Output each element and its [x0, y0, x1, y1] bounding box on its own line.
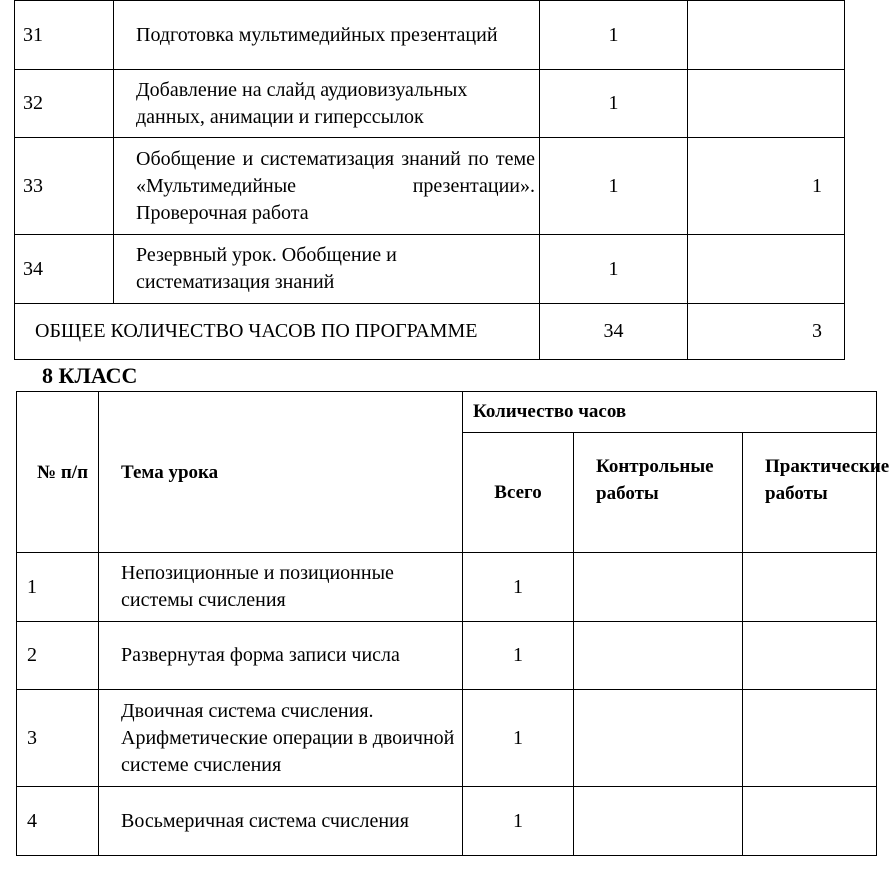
lesson-topic: Восьмеричная система счисления — [99, 787, 463, 856]
lesson-control-works — [688, 235, 845, 304]
table-row — [17, 553, 877, 622]
lesson-practical-works — [743, 787, 877, 856]
table-row — [15, 70, 845, 138]
lesson-practical-works — [743, 553, 877, 622]
lesson-total-hours: 1 — [540, 1, 688, 70]
lesson-control-works — [688, 70, 845, 138]
lesson-number: 31 — [15, 1, 114, 70]
lesson-control-works — [574, 553, 743, 622]
table-row — [15, 138, 845, 235]
column-header-number: № п/п — [17, 392, 99, 553]
lesson-topic: Добавление на слайд аудиовизуальных данных, анимации и гиперссылок — [114, 70, 540, 138]
table-row — [15, 1, 845, 70]
lesson-control-works — [574, 787, 743, 856]
lesson-total-hours: 1 — [540, 138, 688, 235]
column-header-topic: Тема урока — [99, 392, 463, 553]
lesson-number: 33 — [15, 138, 114, 235]
lesson-number: 3 — [17, 690, 99, 787]
header-row — [17, 392, 877, 433]
lesson-number: 1 — [17, 553, 99, 622]
column-header-practical-works: Практические работы — [743, 433, 877, 553]
table-row — [15, 235, 845, 304]
lesson-total-hours: 1 — [463, 553, 574, 622]
lesson-topic: Развернутая форма записи числа — [99, 622, 463, 690]
lesson-total-hours: 1 — [540, 235, 688, 304]
column-header-hours-group: Количество часов — [463, 392, 877, 433]
table-row — [17, 622, 877, 690]
lesson-number: 2 — [17, 622, 99, 690]
lesson-plan-table-class-8 — [16, 391, 889, 856]
program-total-label: ОБЩЕЕ КОЛИЧЕСТВО ЧАСОВ ПО ПРОГРАММЕ — [15, 304, 540, 360]
lesson-total-hours: 1 — [463, 787, 574, 856]
lesson-topic: Двоичная система счисления. Арифметические операции в двоичной системе счисления — [99, 690, 463, 787]
lesson-control-works — [688, 1, 845, 70]
lesson-control-works — [574, 622, 743, 690]
program-total-hours: 34 — [540, 304, 688, 360]
lesson-total-hours: 1 — [463, 690, 574, 787]
table-row — [17, 787, 877, 856]
lesson-number: 32 — [15, 70, 114, 138]
lesson-practical-works — [743, 690, 877, 787]
lesson-number: 34 — [15, 235, 114, 304]
column-header-control-works: Контрольные работы — [574, 433, 743, 553]
lesson-control-works — [574, 690, 743, 787]
lesson-number: 4 — [17, 787, 99, 856]
class-heading: 8 КЛАСС — [42, 363, 138, 388]
lesson-topic: Резервный урок. Обобщение и систематизация знаний — [114, 235, 540, 304]
lesson-topic: Подготовка мультимедийных презентаций — [114, 1, 540, 70]
program-total-control-works: 3 — [688, 304, 845, 360]
column-header-total: Всего — [463, 433, 574, 553]
lesson-control-works: 1 — [688, 138, 845, 235]
lesson-topic: Непозиционные и позиционные системы счисления — [99, 553, 463, 622]
lesson-practical-works — [743, 622, 877, 690]
table-row — [17, 690, 877, 787]
lesson-plan-table-class-7 — [14, 0, 845, 360]
lesson-total-hours: 1 — [540, 70, 688, 138]
lesson-topic: Обобщение и систематизация знаний по теме «Мультимедийные презентации». Проверочная работа — [114, 138, 540, 235]
lesson-total-hours: 1 — [463, 622, 574, 690]
summary-row — [15, 304, 845, 360]
